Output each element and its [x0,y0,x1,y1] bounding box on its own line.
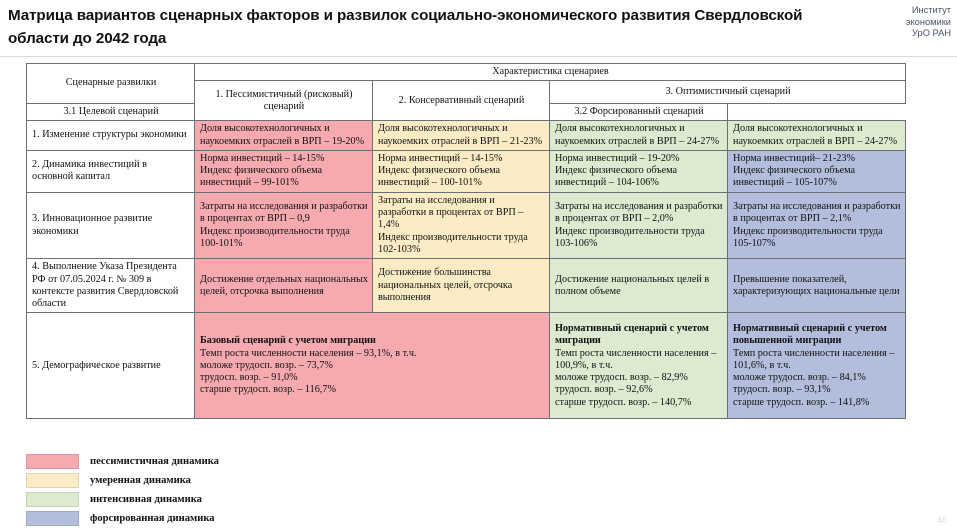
header-col-forced: 3.2 Форсированный сценарий [550,104,728,121]
cell-r1-target: Доля высокотехнологичных и наукоемких отраслей в ВРП – 24-27% [550,121,728,151]
header-col-optimistic: 3. Оптимистичный сценарий [550,81,906,104]
row-label-1: 1. Изменение структуры экономики [27,121,195,151]
legend-label-intensive: интенсивная динамика [90,494,202,505]
cell-r4-pessimistic: Достижение отдельных национальных целей, отсрочка выполнения [195,259,373,313]
cell-r4-conservative: Достижение большинства национальных целей, отсрочка выполнения [373,259,550,313]
header-col-pessimistic: 1. Пессимистичный (рисковый) сценарий [195,81,373,121]
cell-r1-forced: Доля высокотехнологичных и наукоемких отраслей в ВРП – 24-27% [728,121,906,151]
table-row [27,121,906,151]
institute-logo [906,5,951,40]
cell-r2-target: Норма инвестиций – 19-20% Индекс физического объема инвестиций – 104-106% [550,150,728,192]
cell-r2-pessimistic: Норма инвестиций – 14-15% Индекс физического объема инвестиций – 99-101% [195,150,373,192]
legend-label-pessimistic: пессимистичная динамика [90,456,219,467]
row-label-4: 4. Выполнение Указа Президента РФ от 07.05.2024 г. № 309 в контексте развития Свердловской области [27,259,195,313]
logo-line-3: УрО РАН [912,28,951,39]
cell-r5-pessimistic-conservative-merged: Базовый сценарий с учетом миграции Темп роста численности населения – 93,1%, в т.ч. моложе трудосп. возр. – 73,7% трудосп. возр. – 91,0% старше трудосп. возр. – 116,7% [195,313,550,419]
color-legend [26,452,446,528]
legend-swatch-pessimistic [26,454,79,469]
header-col-conservative: 2. Консервативный сценарий [373,81,550,121]
table-row [27,150,906,192]
slide-header [0,0,957,56]
row-label-3: 3. Инновационное развитие экономики [27,192,195,258]
header-group-characteristics: Характеристика сценариев [195,64,906,81]
logo-line-2: экономики [905,16,951,27]
cell-r3-target: Затраты на исследования и разработки в процентах от ВРП – 2,0% Индекс производительности труда 103-106% [550,192,728,258]
cell-r2-conservative: Норма инвестиций – 14-15% Индекс физического объема инвестиций – 100-101% [373,150,550,192]
row-label-2: 2. Динамика инвестиций в основной капитал [27,150,195,192]
scenario-matrix-table [26,63,905,419]
table-row [27,192,906,258]
table-row [27,313,906,419]
legend-item-forced [26,509,446,528]
legend-swatch-moderate [26,473,79,488]
legend-swatch-forced [26,511,79,526]
logo-line-1: Институт [911,5,951,15]
legend-swatch-intensive [26,492,79,507]
slide-number: 46 [936,515,947,525]
cell-r3-conservative: Затраты на исследования и разработки в процентах от ВРП – 1,4% Индекс производительности труда 102-103% [373,192,550,258]
table-row [27,259,906,313]
table-header-row-1 [27,64,906,81]
cell-r3-forced: Затраты на исследования и разработки в процентах от ВРП – 2,1% Индекс производительности труда 105-107% [728,192,906,258]
cell-r4-forced: Превышение показателей, характеризующих национальные цели [728,259,906,313]
cell-r5-forced: Нормативный сценарий с учетом повышенной миграции Темп роста численности населения – 101,6%, в т.ч. моложе трудосп. возр. – 84,1% трудосп. возр. – 93,1% старше трудосп. возр. – 141,8% [728,313,906,419]
cell-r1-conservative: Доля высокотехнологичных и наукоемких отраслей в ВРП – 21-23% [373,121,550,151]
cell-r4-target: Достижение национальных целей в полном объеме [550,259,728,313]
row-label-5: 5. Демографическое развитие [27,313,195,419]
header-corner: Сценарные развилки [27,64,195,104]
cell-r2-forced: Норма инвестиций– 21-23% Индекс физического объема инвестиций – 105-107% [728,150,906,192]
legend-item-pessimistic [26,452,446,471]
legend-item-moderate [26,471,446,490]
cell-r3-pessimistic: Затраты на исследования и разработки в процентах от ВРП – 0,9 Индекс производительности труда 100-101% [195,192,373,258]
cell-r5-target: Нормативный сценарий с учетом миграции Темп роста численности населения – 100,9%, в т.ч. моложе трудосп. возр. – 82,9% трудосп. возр. – 92,6% старше трудосп. возр. – 140,7% [550,313,728,419]
legend-label-forced: форсированная динамика [90,513,215,524]
cell-r1-pessimistic: Доля высокотехнологичных и наукоемких отраслей в ВРП – 19-20% [195,121,373,151]
legend-item-intensive [26,490,446,509]
page-title: Матрица вариантов сценарных факторов и развилок социально-экономического развития Свердловской области до 2042 года [8,7,803,47]
header-col-target: 3.1 Целевой сценарий [27,104,195,121]
legend-label-moderate: умеренная динамика [90,475,191,486]
header-divider [0,56,957,57]
